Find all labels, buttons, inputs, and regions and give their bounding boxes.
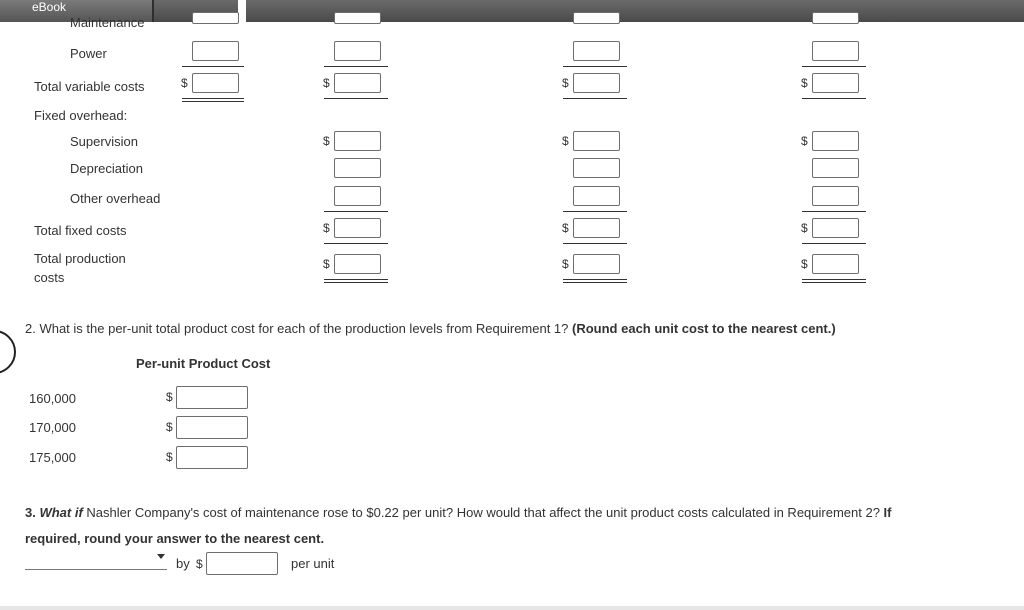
question-2-instruction: (Round each unit cost to the nearest cent.) (572, 321, 836, 336)
double-underline-colC-total-production (563, 282, 627, 283)
double-underline-colB-total-production (324, 282, 388, 283)
question-3-instruction: required, round your answer to the nearest cent. (25, 531, 325, 546)
double-underline-colD-total-production (802, 282, 866, 283)
dollar-sign: $ (323, 76, 330, 90)
input-colC-total-production[interactable] (573, 254, 620, 274)
input-colD-depreciation[interactable] (812, 158, 859, 178)
underline-colB-total-production (324, 279, 388, 280)
underline-colD-total (802, 98, 866, 99)
underline-colB (324, 66, 388, 67)
input-colB-depreciation[interactable] (334, 158, 381, 178)
dollar-sign: $ (562, 76, 569, 90)
input-colD-total-variable[interactable] (812, 73, 859, 93)
input-colC-other-overhead[interactable] (573, 186, 620, 206)
underline-colA-total (182, 98, 244, 99)
underline-colC-total-production (563, 279, 627, 280)
input-colB-other-overhead[interactable] (334, 186, 381, 206)
input-colD-other-overhead[interactable] (812, 186, 859, 206)
input-colB-total-fixed[interactable] (334, 218, 381, 238)
question-2 (25, 321, 836, 336)
dollar-sign: $ (181, 76, 188, 90)
question-3-if: If (883, 505, 892, 520)
input-colB-total-variable[interactable] (334, 73, 381, 93)
input-colC-total-fixed[interactable] (573, 218, 620, 238)
input-colD-total-production[interactable] (812, 254, 859, 274)
dollar-sign: $ (562, 257, 569, 271)
level-170000: 170,000 (29, 420, 76, 435)
underline-colC-total-fixed (563, 243, 627, 244)
dollar-sign: $ (801, 221, 808, 235)
underline-colA (182, 66, 244, 67)
label-total-production-costs: costs (34, 270, 65, 285)
input-colC-depreciation[interactable] (573, 158, 620, 178)
level-160000: 160,000 (29, 391, 76, 406)
input-colD-power[interactable] (812, 41, 859, 61)
label-other-overhead: Other overhead (70, 191, 161, 206)
input-colC-power[interactable] (573, 41, 620, 61)
underline-colB-total (324, 98, 388, 99)
input-per-unit-175000[interactable] (176, 446, 248, 469)
input-colD-total-fixed[interactable] (812, 218, 859, 238)
level-175000: 175,000 (29, 450, 76, 465)
per-unit-header: Per-unit Product Cost (136, 356, 271, 371)
input-colB-power[interactable] (334, 41, 381, 61)
bottom-divider (0, 606, 1024, 610)
input-colB-total-production[interactable] (334, 254, 381, 274)
underline-colD-total-production (802, 279, 866, 280)
input-colC-total-variable[interactable] (573, 73, 620, 93)
label-total-fixed-costs: Total fixed costs (34, 223, 127, 238)
label-power: Power (70, 46, 107, 61)
per-unit-label: per unit (291, 556, 335, 571)
input-per-unit-160000[interactable] (176, 386, 248, 409)
input-colB-supervision[interactable] (334, 131, 381, 151)
input-colA-maintenance[interactable] (192, 12, 239, 24)
dollar-sign: $ (801, 257, 808, 271)
by-label: by (176, 556, 190, 571)
label-maintenance: Maintenance (70, 15, 145, 30)
underline-colB-fixed (324, 211, 388, 212)
label-total-production: Total production (34, 251, 126, 266)
chevron-down-icon (157, 554, 165, 559)
input-colD-maintenance[interactable] (812, 12, 859, 24)
input-colD-supervision[interactable] (812, 131, 859, 151)
dollar-sign: $ (166, 450, 173, 464)
underline-colD (802, 66, 866, 67)
dollar-sign: $ (323, 221, 330, 235)
underline-colD-fixed (802, 211, 866, 212)
toolbar-gap (238, 0, 246, 22)
input-colB-maintenance[interactable] (334, 12, 381, 24)
underline-colC-fixed (563, 211, 627, 212)
dollar-sign: $ (801, 76, 808, 90)
dollar-sign: $ (166, 390, 173, 404)
underline-colB-total-fixed (324, 243, 388, 244)
double-underline-colA-total (182, 101, 244, 102)
underline-colC (563, 66, 627, 67)
dollar-sign: $ (323, 257, 330, 271)
input-colA-power[interactable] (192, 41, 239, 61)
input-per-unit-170000[interactable] (176, 416, 248, 439)
question-3-number: 3. (25, 505, 40, 520)
question-3-what-if: What if (39, 505, 83, 520)
label-fixed-overhead: Fixed overhead: (34, 108, 128, 123)
dollar-sign: $ (196, 557, 203, 571)
dollar-sign: $ (166, 420, 173, 434)
dollar-sign: $ (562, 221, 569, 235)
underline-colD-total-fixed (802, 243, 866, 244)
dollar-sign: $ (562, 134, 569, 148)
input-colC-maintenance[interactable] (573, 12, 620, 24)
input-change-amount[interactable] (206, 552, 278, 575)
question-2-text: 2. What is the per-unit total product cost for each of the production levels from Requirement 1? (25, 321, 573, 336)
label-total-variable-costs: Total variable costs (34, 79, 145, 94)
dollar-sign: $ (323, 134, 330, 148)
label-depreciation: Depreciation (70, 161, 143, 176)
ebook-label: eBook (32, 0, 67, 14)
underline-colC-total (563, 98, 627, 99)
question-3 (25, 505, 892, 520)
question-3-text: Nashler Company's cost of maintenance rose to $0.22 per unit? How would that affect the unit product costs calculated in Requirement 2? (82, 505, 884, 520)
dollar-sign: $ (801, 134, 808, 148)
navigation-circle[interactable] (0, 330, 16, 374)
input-colC-supervision[interactable] (573, 131, 620, 151)
label-supervision: Supervision (70, 134, 138, 149)
increase-decrease-select[interactable] (25, 553, 167, 570)
input-colA-total-variable[interactable] (192, 73, 239, 93)
